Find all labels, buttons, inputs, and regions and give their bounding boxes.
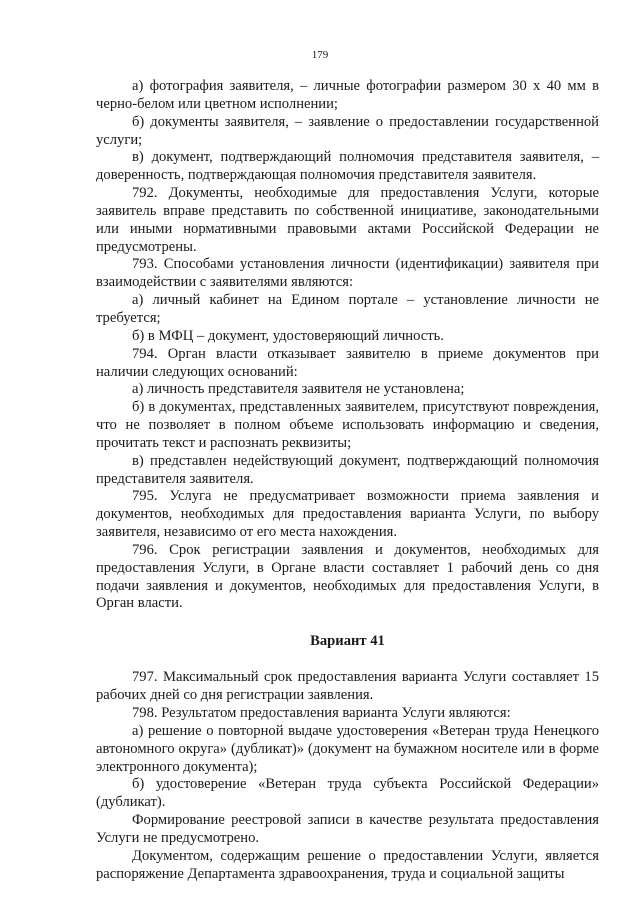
paragraph-797: 797. Максимальный срок предоставления варианта Услуги составляет 15 рабочих дней со дня регистрации заявления. (96, 669, 599, 704)
paragraph-794: 794. Орган власти отказывает заявителю в приеме документов при наличии следующих оснований: (96, 345, 599, 380)
section-heading: Вариант 41 (310, 633, 385, 650)
paragraph-794-a: а) личность представителя заявителя не установлена; (132, 381, 465, 398)
paragraph-793-b: б) в МФЦ – документ, удостоверяющий личность. (132, 327, 444, 344)
paragraph-registry-record: Формирование реестровой записи в качестве результата предоставления Услуги не предусмотрено. (96, 812, 599, 846)
page-number: 179 (311, 49, 329, 61)
paragraph-798-a: а) решение о повторной выдаче удостоверения «Ветеран труда Ненецкого автономного округа» (дубликат)» (документ на бумажном носителе или в форме электронного документа); (96, 722, 599, 775)
paragraph-793: 793. Способами установления личности (идентификации) заявителя при взаимодействии с заявителями являются: (96, 256, 599, 291)
paragraph-796: 796. Срок регистрации заявления и документов, необходимых для предоставления Услуги, в Органе власти составляет 1 рабочий день со дня подачи заявления и документов, необходимых для предоставления Услуги, в Орган власти. (96, 541, 599, 612)
paragraph-795: 795. Услуга не предусматривает возможности приема заявления и документов, необходимых для предоставления варианта Услуги, по выбору заявителя, независимо от его места нахождения. (96, 488, 599, 541)
paragraph-798: 798. Результатом предоставления варианта Услуги являются: (132, 705, 511, 721)
paragraph-792: 792. Документы, необходимые для предоставления Услуги, которые заявитель вправе представить по собственной инициативе, законодательными или иными нормативными правовыми актами Российской Федерации не предусмотрены. (96, 185, 599, 255)
paragraph-798-b: б) удостоверение «Ветеран труда субъекта Российской Федерации» (дубликат). (96, 776, 599, 811)
paragraph-794-c: в) представлен недействующий документ, подтверждающий полномочия представителя заявителя. (96, 452, 599, 487)
paragraph-793-a: а) личный кабинет на Едином портале – установление личности не требуется; (96, 292, 599, 326)
paragraph-794-b: б) в документах, представленных заявителем, присутствуют повреждения, что не позволяет в полном объеме использовать информацию и сведения, прочитать текст и распознать реквизиты; (96, 399, 599, 451)
paragraph-decision-document: Документом, содержащим решение о предоставлении Услуги, является распоряжение Департамента здравоохранения, труда и социальной защиты (96, 847, 599, 882)
paragraph-applicant-docs: б) документы заявителя, – заявление о предоставлении государственной услуги; (96, 113, 599, 148)
document-body (96, 78, 599, 883)
paragraph-authority-doc: в) документ, подтверждающий полномочия представителя заявителя, – доверенность, подтверждающая полномочия представителя заявителя. (96, 149, 599, 184)
paragraph-photo: а) фотография заявителя, – личные фотографии размером 30 х 40 мм в черно-белом или цветном исполнении; (96, 78, 599, 112)
